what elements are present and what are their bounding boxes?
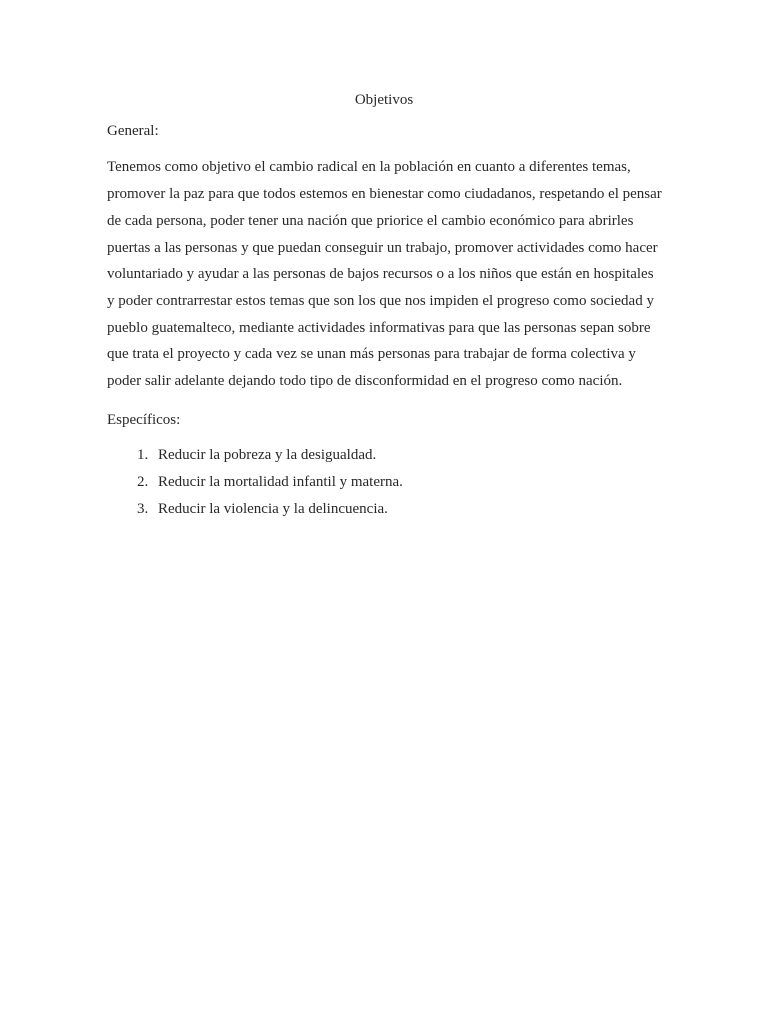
document-title: Objetivos [354,92,414,108]
section-heading-especificos: Específicos: [107,411,181,428]
list-item-objective-2: 2. Reducir la mortalidad infantil y materna. [152,469,661,496]
general-objective-paragraph: Tenemos como objetivo el cambio radical en la población en cuanto a diferentes temas, promover la paz para que todos estemos en bienestar como ciudadanos, respetando el pensar de cada persona, poder tener una nación que priorice el cambio económico para abrirles puertas a las personas y que puedan conseguir un trabajo, promover actividades como hacer voluntariado y ayudar a las personas de bajos recursos o a los niños que están en hospitales y poder contrarrestar estos temas que son los que nos impiden el progreso como sociedad y pueblo guatemalteco, mediante actividades informativas para que las personas sepan sobre que trata el proyecto y cada vez se unan más personas para trabajar de forma colectiva y poder salir adelante dejando todo tipo de disconformidad en el progreso como nación. [107,159,662,390]
specific-objectives-list [107,442,661,522]
list-item-objective-3: 3. Reducir la violencia y la delincuencia. [152,496,661,523]
section-heading-general: General: [107,122,159,139]
list-item-objective-1: 1. Reducir la pobreza y la desigualdad. [152,442,661,469]
